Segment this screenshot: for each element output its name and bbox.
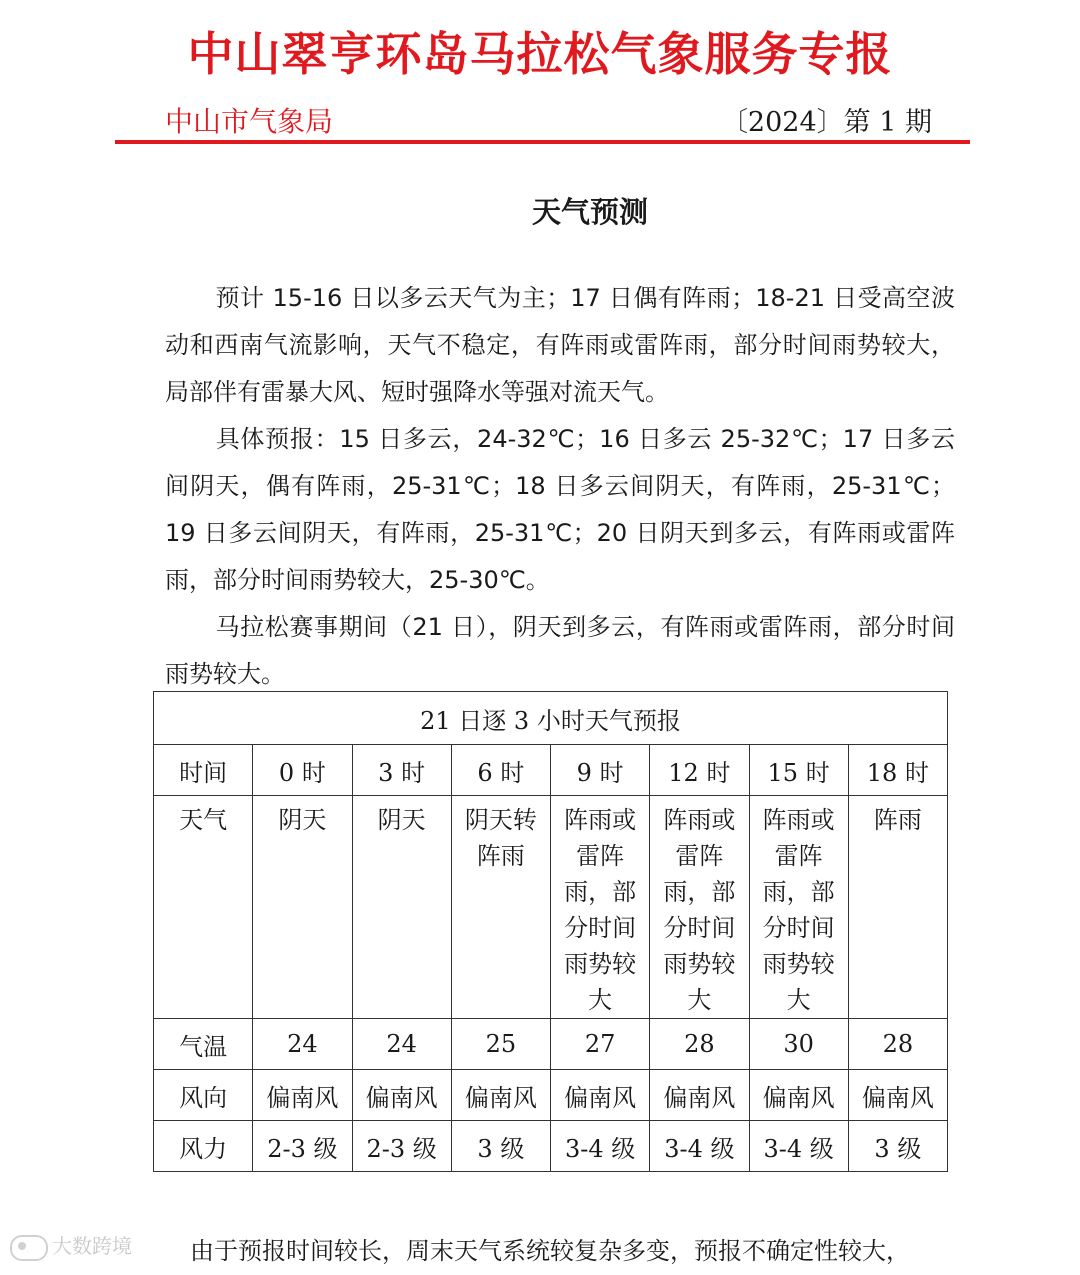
paragraph-outlook — [165, 275, 955, 416]
paragraph-daily-forecast-text: 具体预报：15 日多云，24-32℃；16 日多云 25-32℃；17 日多云间阴天，偶有阵雨，25-31℃；18 日多云间阴天，有阵雨，25-31℃；19 日多云间阴天，有阵雨，25-31℃；20 日阴天到多云，有阵雨或雷阵雨，部分时间雨势较大，25-30℃。 — [165, 425, 955, 594]
weather-cell — [551, 796, 650, 1019]
weather-cell — [650, 796, 749, 1019]
wind-force-cell: 3 级 — [451, 1121, 550, 1172]
wind-direction-cell: 偏南风 — [551, 1070, 650, 1121]
row-label-weather-text: 天气 — [179, 806, 228, 834]
paragraph-uncertainty: 由于预报时间较长，周末天气系统较复杂多变，预报不确定性较大， — [190, 1237, 910, 1265]
row-label-wind-direction: 风向 — [154, 1070, 253, 1121]
table-caption-row — [154, 692, 948, 745]
forecast-table — [153, 691, 948, 1172]
chat-bubble-icon — [10, 1235, 48, 1261]
row-label-time: 时间 — [154, 745, 253, 796]
time-cell: 9 时 — [551, 745, 650, 796]
temperature-cell: 28 — [650, 1019, 749, 1070]
section-title: 天气预测 — [531, 195, 648, 229]
temperature-cell: 24 — [352, 1019, 451, 1070]
time-cell: 0 时 — [253, 745, 352, 796]
wind-direction-cell: 偏南风 — [848, 1070, 947, 1121]
table-row-time — [154, 745, 948, 796]
paragraph-daily-forecast — [165, 416, 955, 604]
report-title: 中山翠亨环岛马拉松气象服务专报 — [187, 27, 893, 81]
table-row-weather — [154, 796, 948, 1019]
wind-force-cell: 3-4 级 — [551, 1121, 650, 1172]
issuer-name: 中山市气象局 — [165, 105, 334, 138]
wind-force-cell: 2-3 级 — [352, 1121, 451, 1172]
watermark-text: 大数跨境 — [52, 1234, 132, 1258]
weather-text: 阵雨或雷阵雨，部分时间雨势较大 — [762, 806, 835, 1014]
paragraph-outlook-text: 预计 15-16 日以多云天气为主；17 日偶有阵雨；18-21 日受高空波动和西南气流影响，天气不稳定，有阵雨或雷阵雨，部分时间雨势较大，局部伴有雷暴大风、短时强降水等强对流天气。 — [165, 284, 955, 406]
wind-direction-cell: 偏南风 — [451, 1070, 550, 1121]
time-cell: 3 时 — [352, 745, 451, 796]
time-cell: 18 时 — [848, 745, 947, 796]
weather-text: 阵雨或雷阵雨，部分时间雨势较大 — [564, 806, 637, 1014]
weather-text: 阴天 — [278, 806, 327, 834]
weather-text: 阵雨 — [873, 806, 922, 834]
weather-text: 阵雨或雷阵雨，部分时间雨势较大 — [663, 806, 736, 1014]
watermark — [10, 1230, 132, 1261]
issue-number: 〔2024〕第 1 期 — [720, 107, 932, 138]
wind-force-cell: 3-4 级 — [650, 1121, 749, 1172]
row-label-weather — [154, 796, 253, 1019]
wind-force-cell: 3 级 — [848, 1121, 947, 1172]
time-cell: 6 时 — [451, 745, 550, 796]
wind-force-cell: 3-4 级 — [749, 1121, 848, 1172]
time-cell: 12 时 — [650, 745, 749, 796]
weather-cell — [749, 796, 848, 1019]
wind-force-cell: 2-3 级 — [253, 1121, 352, 1172]
table-caption: 21 日逐 3 小时天气预报 — [154, 692, 948, 745]
header-divider — [115, 140, 970, 144]
weather-cell — [451, 796, 550, 1019]
weather-cell — [352, 796, 451, 1019]
temperature-cell: 24 — [253, 1019, 352, 1070]
weather-text: 阴天 — [377, 806, 426, 834]
time-cell: 15 时 — [749, 745, 848, 796]
wind-direction-cell: 偏南风 — [352, 1070, 451, 1121]
wind-direction-cell: 偏南风 — [650, 1070, 749, 1121]
temperature-cell: 27 — [551, 1019, 650, 1070]
temperature-cell: 28 — [848, 1019, 947, 1070]
table-row-temperature — [154, 1019, 948, 1070]
weather-cell — [848, 796, 947, 1019]
wind-direction-cell: 偏南风 — [749, 1070, 848, 1121]
wind-direction-cell: 偏南风 — [253, 1070, 352, 1121]
weather-cell — [253, 796, 352, 1019]
temperature-cell: 25 — [451, 1019, 550, 1070]
temperature-cell: 30 — [749, 1019, 848, 1070]
table-row-wind-direction — [154, 1070, 948, 1121]
row-label-temperature: 气温 — [154, 1019, 253, 1070]
paragraph-race-day — [165, 604, 955, 698]
table-row-wind-force — [154, 1121, 948, 1172]
weather-text: 阴天转阵雨 — [464, 806, 537, 870]
paragraph-race-day-text: 马拉松赛事期间（21 日），阴天到多云，有阵雨或雷阵雨，部分时间雨势较大。 — [165, 613, 955, 688]
row-label-wind-force: 风力 — [154, 1121, 253, 1172]
